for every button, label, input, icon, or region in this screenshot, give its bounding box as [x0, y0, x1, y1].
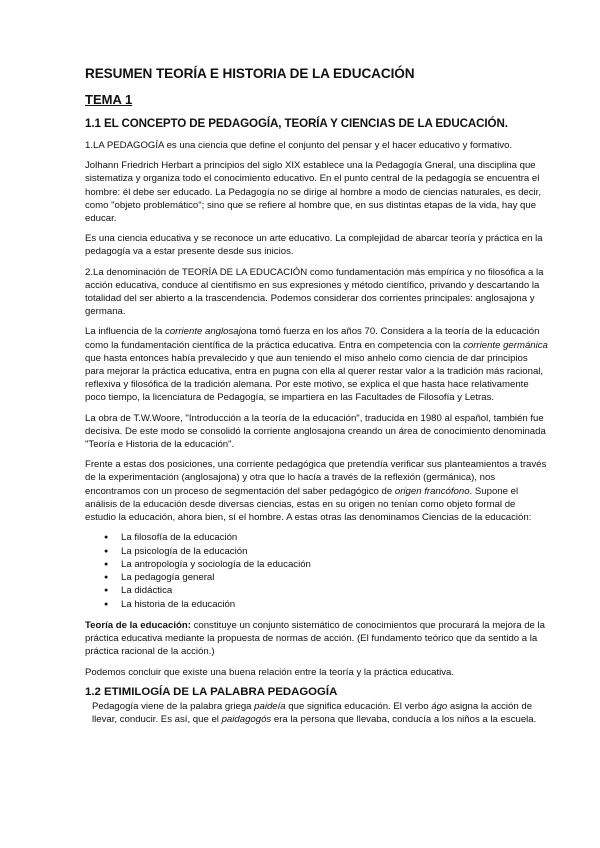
list-item: ● La antropología y sociología de la educación — [121, 558, 548, 571]
text-run: . Supone el análisis de la educación desde diversas ciencias, estas en su origen no tenían como objeto formal de estudio la educación, ahora bien, sí el hombre. A estas otras las denominamos Ciencias de la educación: — [85, 485, 532, 524]
list-item: ● La historia de la educación — [121, 598, 548, 611]
text-run: que significa educación. El verbo — [285, 700, 432, 712]
text-run: Pedagogía viene de la palabra griega — [92, 700, 255, 712]
italic-term: corriente anglosajo — [165, 326, 247, 338]
text-run: na tomó fuerza en los años 70. Considera a la teoría de la educación como la fundamentación científica de la práctica educativa. Entra en competencia con la — [85, 326, 540, 351]
text-run: que hasta entonces había prevalecido y que aun teniendo el miso anhelo como ciencia de dar principios para mejorar la práctica educativa, entra en pugna con ella al querer restar valor a la tradición más racional, reflexiva y filosófica de la tradición alemana. Por este motivo, se explica el que hasta hace relativamente poco tiempo, la licenciatura de Pedagogía, se impartiera en las Facultades de Filosofía y Letras. — [85, 352, 544, 404]
paragraph-definicion-teoria — [85, 619, 548, 659]
list-item: ● La psicología de la educación — [121, 545, 548, 558]
paragraph-etimologia — [85, 700, 548, 726]
italic-term: ágo — [431, 700, 448, 712]
list-item: ● La didáctica — [121, 584, 548, 597]
document-title: RESUMEN TEORÍA E HISTORIA DE LA EDUCACIÓN — [85, 66, 415, 81]
section-heading-1-2: 1.2 ETIMILOGÍA DE LA PALABRA PEDAGOGÍA — [85, 685, 338, 698]
italic-term: corriente germánica — [463, 339, 548, 351]
tema-heading: TEMA 1 — [85, 92, 133, 107]
text-run: asigna la acción de llevar, conducir. Es así, que el — [92, 700, 533, 726]
paragraph-herbart: Jolhann Friedrich Herbart a principios del siglo XIX establece una la Pedagogía Gneral, una disciplina que sistematiza y organiza todo el conocimiento educativo. En el punto central de la pedagogía se encuentra el hombre: él debe ser educado. La Pedagogía no se dirige al hombre a modo de ciencias naturales, es decir, como "objeto problemático"; sino que se refiere al hombre que, en sus distintas etapas de la vida, hay que educar. — [85, 160, 541, 225]
bold-term: Teoría de la educación: — [85, 620, 191, 632]
paragraph-frente — [85, 458, 548, 524]
italic-term: paidagogós — [221, 714, 272, 726]
text-run: Frente a estas dos posiciones, una corriente pedagógica que pretendía verificar sus planteamientos a través de la experimentación (anglosajona) y otra que lo hacía a través de la reflexión (germánica), nos encontramos con un proceso de segmentación del saber pedagógico de — [85, 459, 547, 497]
text-run: constituye un conjunto sistemático de conocimientos que procurará la mejora de la práctica educativa mediante la propuesta de normas de acción. (El fundamento teórico que da sentido a la práctica racional de la acción.) — [85, 620, 546, 658]
text-run: era la persona que llevaba, conducía a los niños a la escuela. — [271, 714, 537, 726]
text-run: La influencia de la — [85, 326, 166, 338]
section-heading-1-1: 1.1 EL CONCEPTO DE PEDAGOGÍA, TEORÍA Y CIENCIAS DE LA EDUCACIÓN. — [85, 117, 508, 130]
paragraph-woore: La obra de T.W.Woore, "Introducción a la teoría de la educación", traducida en 1980 al español, también fue decisiva. De este modo se consolidó la corriente anglosajona creando un área de conocimiento denominada "Teoría e Historia de la educación". — [85, 412, 546, 451]
italic-term: paideía — [254, 700, 286, 712]
paragraph-pedagogia: 1.LA PEDAGOGÍA es una ciencia que define el conjunto del pensar y el hacer educativo y formativo. — [85, 140, 513, 151]
paragraph-conclusion: Podemos concluir que existe una buena relación entre la teoría y la práctica educativa. — [85, 666, 455, 678]
paragraph-teoria-educacion: 2.La denominación de TEORÍA DE LA EDUCACIÓN como fundamentación más empírica y no filosófica a la acción educativa, conduce al cientifismo en sus expresiones y método científico, privando y descartando la totalidad del ser abierto a la trascendencia. Podemos considerar dos corrientes principales: anglosajona y germana. — [85, 266, 544, 318]
bullet-list-ciencias — [85, 531, 548, 611]
paragraph-influencia — [85, 325, 548, 404]
list-item: ● La filosofía de la educación — [121, 531, 548, 544]
paragraph-ciencia-educativa: Es una ciencia educativa y se reconoce un arte educativo. La complejidad de abarcar teoría y práctica en la pedagogía va a estar presente desde sus inicios. — [85, 233, 543, 258]
list-item: ● La pedagogía general — [121, 571, 548, 584]
italic-term: origen francófono — [394, 485, 470, 497]
